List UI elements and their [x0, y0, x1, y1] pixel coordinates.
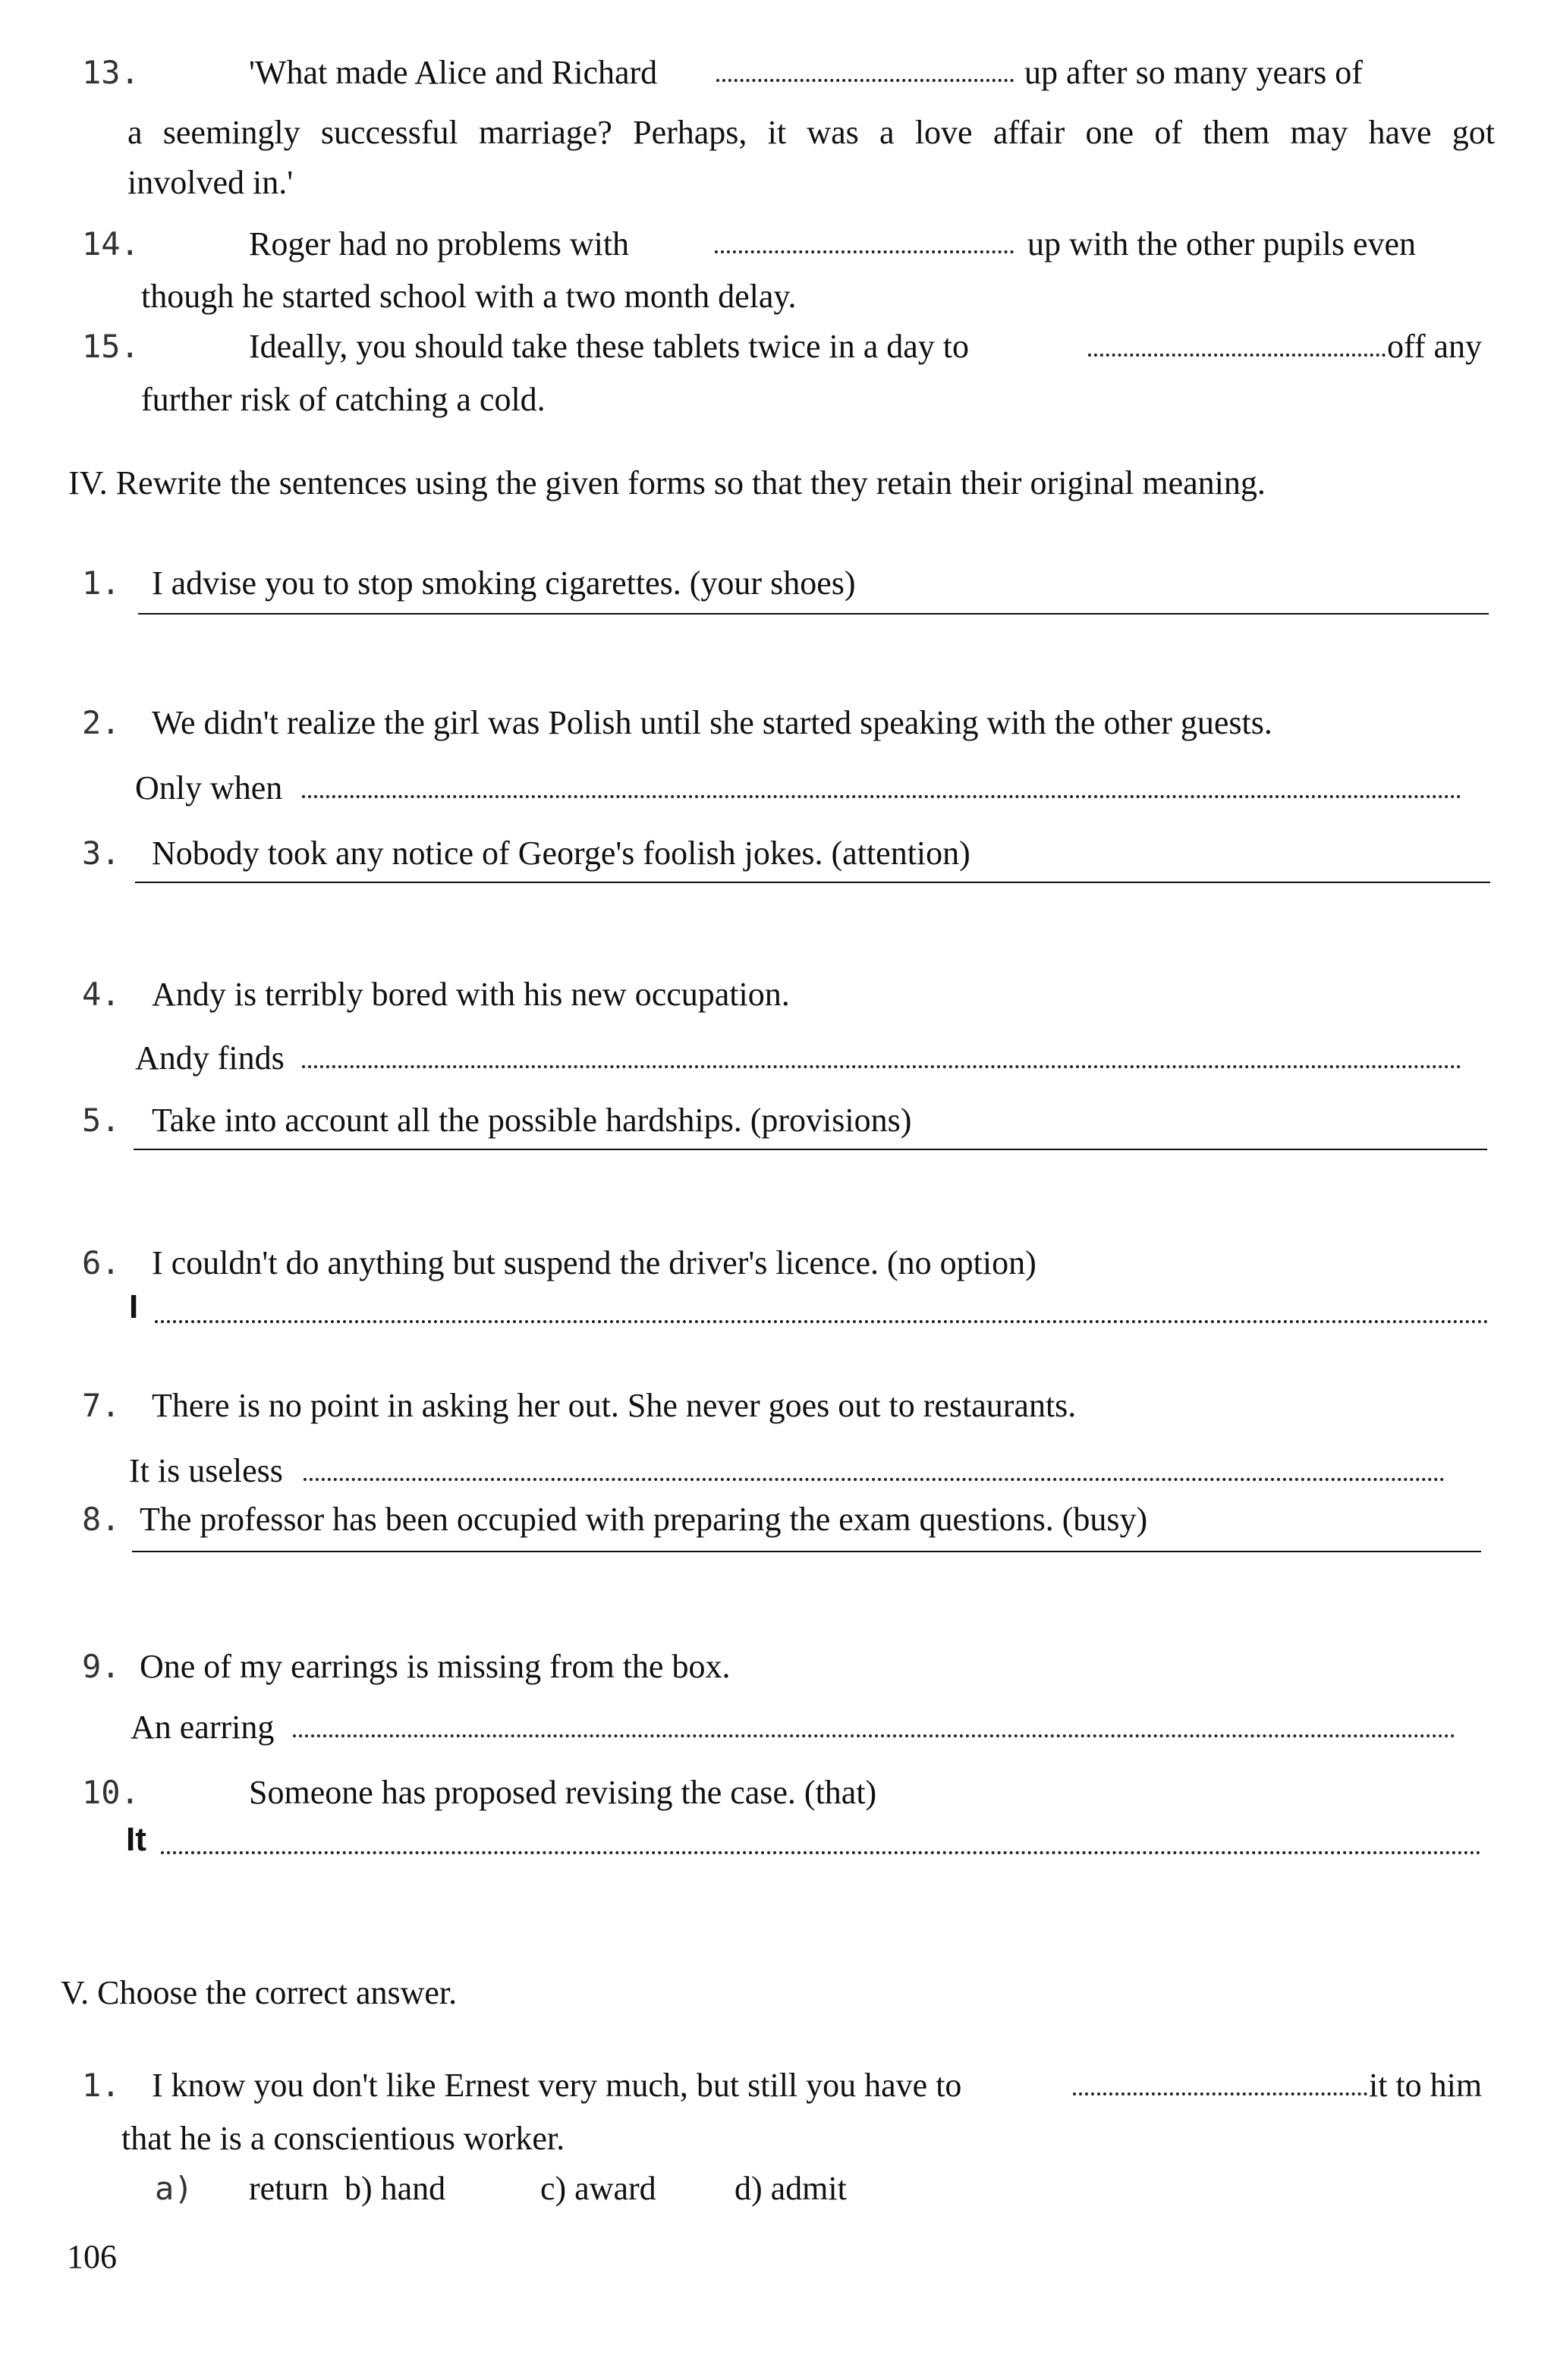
option-d[interactable]: d) admit	[735, 2170, 847, 2207]
item-text: off any	[1387, 328, 1483, 365]
answer-prompt: It is useless	[129, 1452, 283, 1489]
answer-blank[interactable]	[1073, 2092, 1367, 2095]
item-number: 10.	[82, 1774, 140, 1811]
item-text: though he started school with a two month delay.	[141, 278, 797, 315]
answer-prompt: Andy finds	[135, 1039, 285, 1077]
item-number: 13.	[82, 54, 140, 91]
item-number: 15.	[82, 328, 140, 365]
item-number: 7.	[82, 1387, 121, 1424]
answer-blank[interactable]	[716, 79, 1014, 82]
item-number: 8.	[82, 1501, 121, 1538]
answer-blank[interactable]	[302, 1065, 1461, 1068]
item-text: The professor has been occupied with preparing the exam questions. (busy)	[140, 1501, 1148, 1538]
answer-prompt: It	[126, 1821, 146, 1858]
item-text: up after so many years of	[1024, 54, 1363, 91]
item-text: 'What made Alice and Richard	[249, 54, 658, 91]
option-a[interactable]: return	[249, 2170, 329, 2207]
item-text: One of my earrings is missing from the box.	[140, 1648, 731, 1685]
item-number: 6.	[82, 1244, 121, 1281]
section-heading: IV. Rewrite the sentences using the given forms so that they retain their original meaning.	[68, 464, 1266, 501]
answer-line[interactable]	[134, 1149, 1487, 1150]
item-text: I know you don't like Ernest very much, but still you have to	[152, 2067, 962, 2104]
answer-prompt: I	[129, 1288, 139, 1325]
answer-prompt: Only when	[135, 769, 283, 806]
answer-line[interactable]	[138, 613, 1489, 615]
answer-line[interactable]	[132, 1551, 1481, 1552]
item-text: Nobody took any notice of George's foolish jokes. (attention)	[152, 835, 970, 872]
item-number: 9.	[82, 1648, 121, 1685]
item-text: Andy is terribly bored with his new occupation.	[152, 976, 790, 1013]
answer-blank[interactable]	[161, 1851, 1481, 1854]
answer-blank[interactable]	[155, 1320, 1489, 1323]
item-text: Someone has proposed revising the case. (that)	[249, 1774, 877, 1811]
item-text: Ideally, you should take these tablets twice in a day to	[249, 328, 969, 365]
answer-blank[interactable]	[715, 250, 1014, 253]
option-a-label: a)	[155, 2170, 193, 2207]
item-text: Roger had no problems with	[249, 225, 630, 263]
item-text: Take into account all the possible hardships. (provisions)	[152, 1102, 912, 1139]
answer-line[interactable]	[135, 882, 1490, 883]
item-text: a seemingly successful marriage? Perhaps, it was a love affair one of them may have got	[127, 114, 1495, 151]
item-text: There is no point in asking her out. She never goes out to restaurants.	[152, 1387, 1077, 1424]
option-c[interactable]: c) award	[540, 2170, 656, 2207]
item-number: 1.	[82, 2067, 121, 2104]
item-text: further risk of catching a cold.	[141, 381, 546, 418]
item-text: that he is a conscientious worker.	[121, 2120, 565, 2157]
answer-blank[interactable]	[1088, 354, 1386, 357]
item-text: I couldn't do anything but suspend the driver's licence. (no option)	[152, 1244, 1037, 1281]
option-b[interactable]: b) hand	[344, 2170, 446, 2207]
page-number: 106	[67, 2238, 117, 2275]
item-number: 5.	[82, 1102, 121, 1139]
item-number: 1.	[82, 564, 121, 602]
section-heading: V. Choose the correct answer.	[61, 1974, 458, 2011]
item-number: 14.	[82, 225, 140, 263]
answer-prompt: An earring	[131, 1709, 275, 1746]
item-number: 2.	[82, 704, 121, 741]
item-text: up with the other pupils even	[1027, 225, 1417, 263]
item-text: it to him	[1369, 2067, 1483, 2104]
item-number: 4.	[82, 976, 121, 1013]
answer-blank[interactable]	[302, 795, 1461, 798]
answer-blank[interactable]	[304, 1478, 1445, 1481]
item-text: We didn't realize the girl was Polish until she started speaking with the other guests.	[152, 704, 1272, 741]
answer-blank[interactable]	[293, 1734, 1455, 1737]
item-number: 3.	[82, 835, 121, 872]
item-text: involved in.'	[127, 164, 294, 201]
item-text: I advise you to stop smoking cigarettes. (your shoes)	[152, 564, 856, 602]
